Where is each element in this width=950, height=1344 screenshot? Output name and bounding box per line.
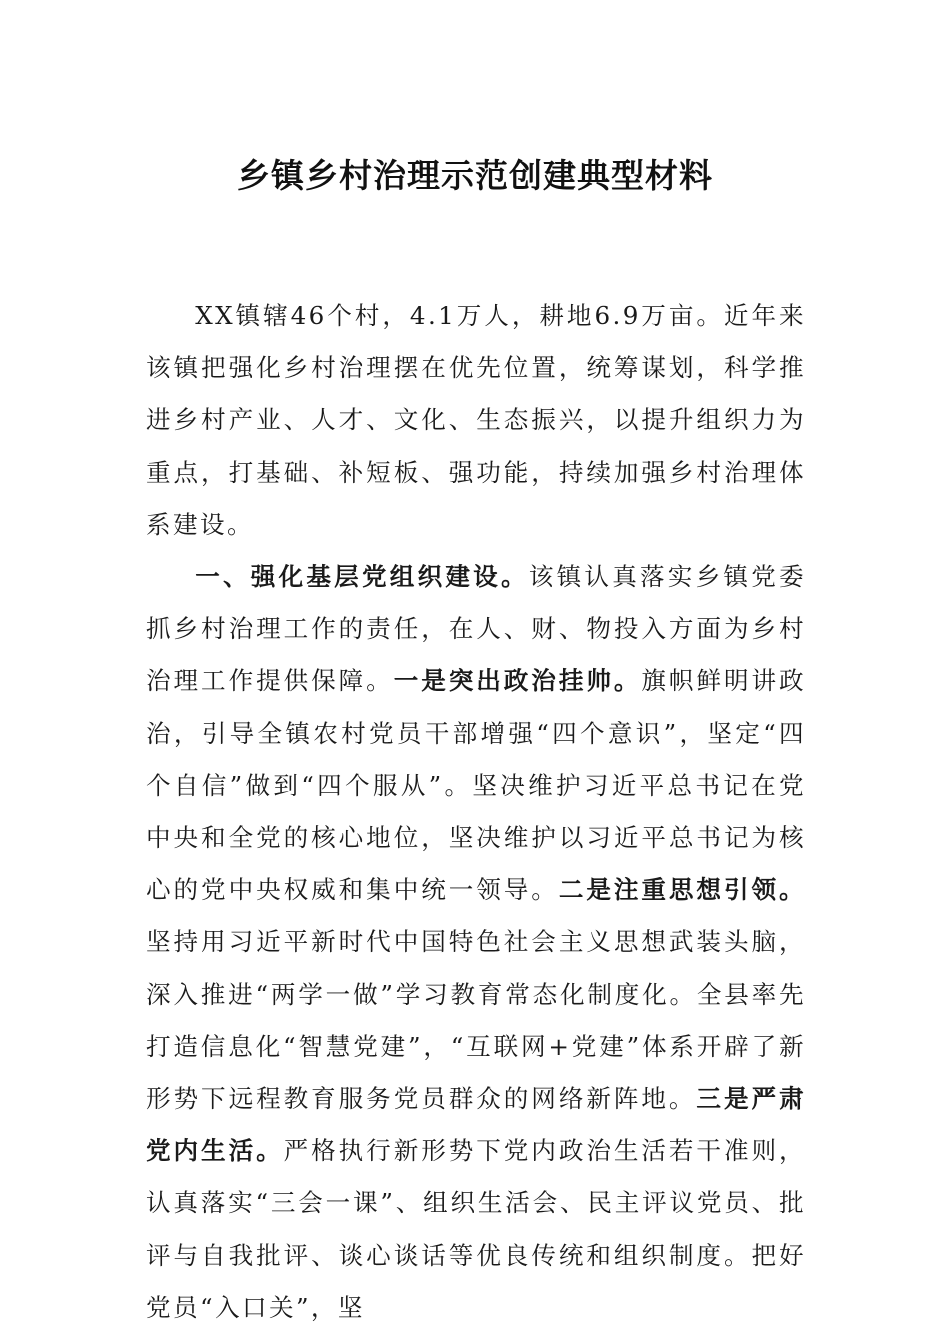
paragraph-text: 旗帜鲜明讲政治，引导全镇农村党员干部增强“四个意识”，坚定“四个自信”做到“四个服从”。坚决维护习近平总书记在党中央和全党的核心地位，坚决维护以习近平总书记为核心的党中央权威和集中统一领导。 [146, 666, 807, 905]
paragraph-text: XX镇辖46个村，4.1万人，耕地6.9万亩。近年来该镇把强化乡村治理摆在优先位置，统筹谋划，科学推进乡村产业、人才、文化、生态振兴，以提升组织力为重点，打基础、补短板、强功能，持续加强乡村治理体系建设。 [146, 301, 806, 539]
paragraph-section-one [146, 551, 806, 1334]
paragraph-text: 严格执行新形势下党内政治生活若干准则，认真落实“三会一课”、组织生活会、民主评议党员、批评与自我批评、谈心谈话等优良传统和组织制度。把好党员“入口关”，坚 [146, 1136, 806, 1322]
point-heading-2: 二是注重思想引领。 [558, 875, 806, 905]
point-heading-1: 一是突出政治挂帅。 [393, 666, 642, 696]
point-heading-3: 三是严肃党内生活。 [146, 1084, 806, 1166]
document-body [146, 290, 806, 1334]
paragraph-intro [146, 290, 806, 551]
paragraph-text: 该镇认真落实乡镇党委抓乡村治理工作的责任，在人、财、物投入方面为乡村治理工作提供保障。 [146, 562, 806, 696]
document-title: 乡镇乡村治理示范创建典型材料 [237, 156, 713, 195]
section-heading: 一、强化基层党组织建设。 [195, 562, 529, 592]
paragraph-text: 坚持用习近平新时代中国特色社会主义思想武装头脑，深入推进“两学一做”学习教育常态化制度化。全县率先打造信息化“智慧党建”，“互联网+党建”体系开辟了新形势下远程教育服务党员群众的网络新阵地。 [146, 927, 806, 1114]
